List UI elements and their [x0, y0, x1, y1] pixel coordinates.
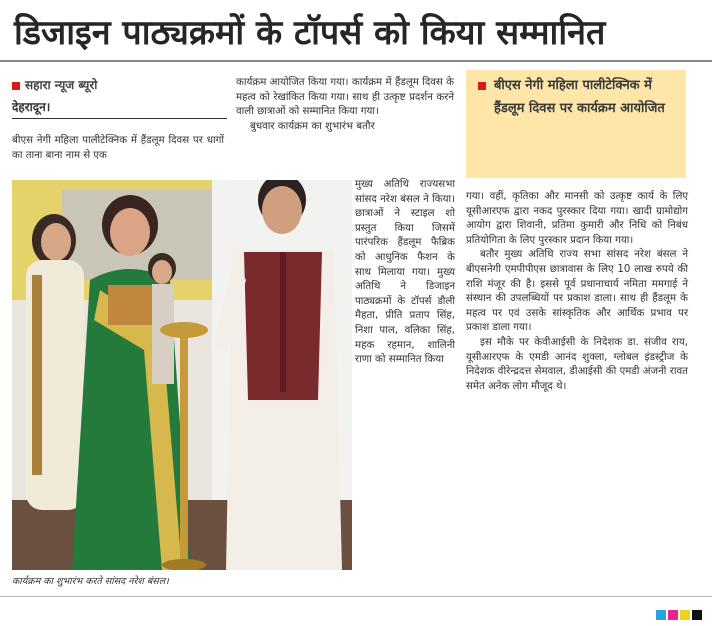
- red-square-icon: [478, 82, 486, 90]
- event-photo-illustration: [12, 180, 352, 570]
- highlight-box: [466, 70, 686, 178]
- highlight-text: बीएस नेगी महिला पालीटेक्निक में हैंडलूम दिवस पर कार्यक्रम आयोजित: [494, 78, 665, 116]
- article-column-1: बीएस नेगी महिला पालीटेक्निक में हैंडलूम दिवस पर धागों का ताना बाना नाम से एक: [12, 135, 224, 161]
- headline: डिजाइन पाठ्यक्रमों के टॉपर्स को किया सम्मानित: [14, 13, 606, 53]
- yellow-swatch: [680, 610, 690, 620]
- column-4-paragraph-1: गया। वहीं, कृतिका और मानसी को उत्कृष्ट कार्य के लिए यूसीआरएफ द्वारा नकद पुरस्कार दिया गया। खादी ग्रामोद्योग आयोग द्वारा शिवानी, प्रतिमा कुमारी और निधि को निबंध प्रतियोगिता के लिए पुरस्कार प्रदान किया गया।: [466, 191, 688, 246]
- photo-caption: कार्यक्रम का शुभारंभ करते सांसद नरेश बंसल।: [12, 576, 169, 587]
- column-2-paragraph: कार्यक्रम आयोजित किया गया। कार्यक्रम में हैंडलूम दिवस के महत्व को रेखांकित किया गया। साथ ही उत्कृष्ट प्रदर्शन करने वाली छात्राओं को सम्मानित किया गया।: [236, 77, 454, 118]
- cyan-swatch: [656, 610, 666, 620]
- headline-rule: [0, 60, 712, 62]
- bottom-rule: [0, 596, 712, 597]
- magenta-swatch: [668, 610, 678, 620]
- black-swatch: [692, 610, 702, 620]
- byline-text: सहारा न्यूज ब्यूरो: [25, 78, 98, 92]
- article-column-4: [466, 190, 688, 394]
- article-column-3: मुख्य अतिथि राज्यसभा सांसद नरेश बंसल ने किया। छात्राओं ने स्टाइल शो प्रस्तुत किया जिसमें पारंपरिक हैंडलूम फैब्रिक को आधुनिक फैशन के साथ मिलाया गया। मुख्य अतिथि ने डिजाइन पाठ्यक्रमों के टॉपर्स डौली मैहता, प्रीति प्रताप सिंह, निशा पाल, वलिका सिंह, महक रहमान, शालिनी राणा को सम्मानित किया: [355, 179, 455, 366]
- event-photo: [12, 180, 352, 570]
- column-4-paragraph-3: इस मौके पर केवीआईसी के निदेशक डा. संजीव राय, यूसीआरएफ के एमडी आनंद शुक्ला, ग्लोबल इंडस्ट्रीज के निदेशक वीरेन्द्रदत्त सेमवाल, डीआईसी की एमडी अंजनी रावत समेत अनेक लोग मौजूद थे।: [466, 336, 688, 392]
- color-registration-marks: [654, 605, 702, 624]
- dateline: देहरादून।: [12, 98, 227, 119]
- byline: [12, 76, 97, 93]
- column-4-paragraph-2: बतौर मुख्य अतिथि राज्य सभा सांसद नरेश बंसल ने बीएसनेगी एमपीपीएस छात्रावास के लिए 10 लाख रुपये की राशि मंजूर की है। इससे पूर्व प्रधानाचार्य नमिता ममगाई ने संस्थान की उपलब्धियों पर प्रकाश डाला। साथ ही हैंडलूम के महत्व पर एवं उसके सांस्कृतिक और आर्थिक प्रभाव पर प्रकाश डाला गया।: [466, 249, 688, 334]
- article-column-2: [236, 76, 454, 134]
- column-2-continuation: बुधवार कार्यक्रम का शुभारंभ बतौर: [250, 120, 375, 132]
- red-square-icon: [12, 82, 20, 90]
